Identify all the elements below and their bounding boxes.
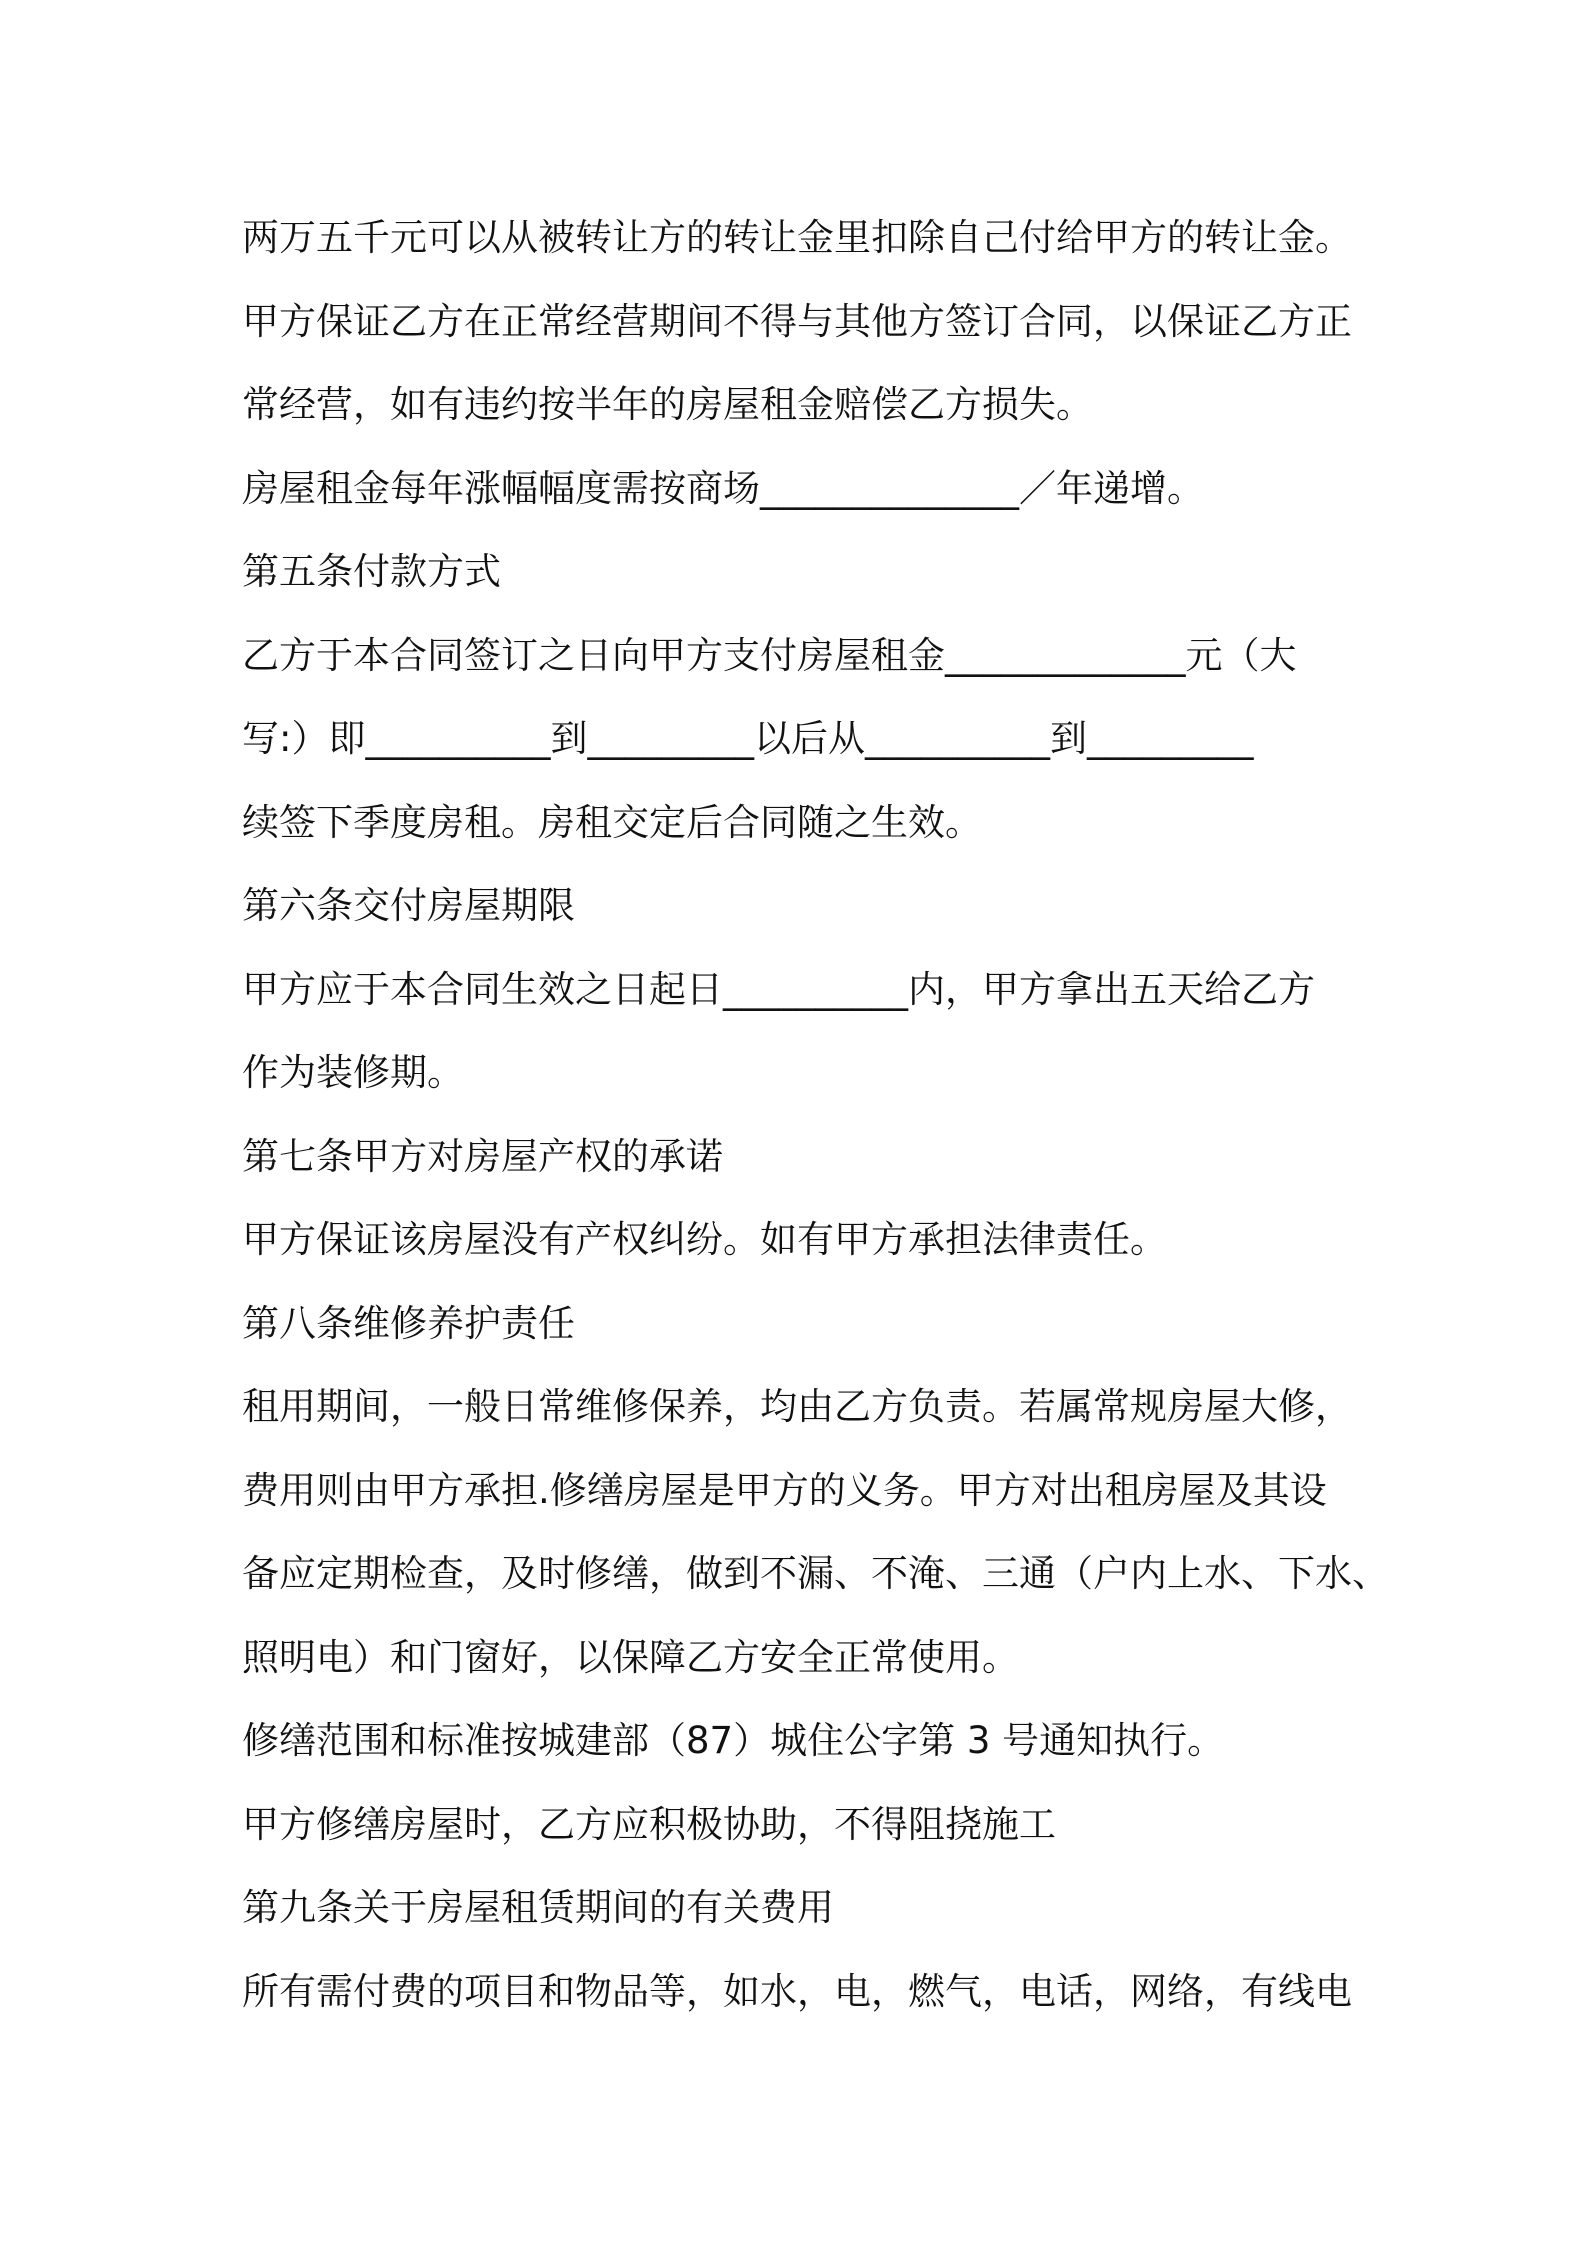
text-line: 照明电）和门窗好，以保障乙方安全正常使用。 xyxy=(242,1635,1019,1679)
text-line: 甲方保证乙方在正常经营期间不得与其他方签订合同，以保证乙方正 xyxy=(242,299,1352,343)
text-line: 费用则由甲方承担.修缮房屋是甲方的义务。甲方对出租房屋及其设 xyxy=(242,1468,1327,1512)
text-line: 续签下季度房租。房租交定后合同随之生效。 xyxy=(242,800,982,844)
document-body xyxy=(242,196,1389,2033)
text-line: 房屋租金每年涨幅幅度需按商场______________／年递增。 xyxy=(242,466,1204,510)
text-line: 甲方保证该房屋没有产权纠纷。如有甲方承担法律责任。 xyxy=(242,1218,1167,1261)
section-heading: 第五条付款方式 xyxy=(242,550,501,593)
text-line: 作为装修期。 xyxy=(242,1051,464,1094)
text-line: 修缮范围和标准按城建部（87）城住公字第 3 号通知执行。 xyxy=(242,1719,1225,1762)
text-line: 甲方应于本合同生效之日起日__________内，甲方拿出五天给乙方 xyxy=(242,967,1315,1011)
text-line: 乙方于本合同签订之日向甲方支付房屋租金_____________元（大 xyxy=(242,633,1297,677)
text-line: 备应定期检查，及时修缮，做到不漏、不淹、三通（户内上水、下水、 xyxy=(242,1552,1389,1595)
text-line: 常经营，如有违约按半年的房屋租金赔偿乙方损失。 xyxy=(242,383,1093,426)
text-line: 所有需付费的项目和物品等，如水，电，燃气，电话，网络，有线电 xyxy=(242,1969,1352,2013)
section-heading: 第六条交付房屋期限 xyxy=(242,884,575,927)
section-heading: 第九条关于房屋租赁期间的有关费用 xyxy=(242,1886,834,1929)
text-line: 两万五千元可以从被转让方的转让金里扣除自己付给甲方的转让金。 xyxy=(242,216,1352,259)
text-line: 甲方修缮房屋时，乙方应积极协助，不得阻挠施工 xyxy=(242,1802,1056,1846)
text-line: 租用期间，一般日常维修保养，均由乙方负责。若属常规房屋大修， xyxy=(242,1385,1352,1428)
section-heading: 第七条甲方对房屋产权的承诺 xyxy=(242,1134,723,1178)
text-line: 写:）即__________到_________以后从__________到_________ xyxy=(242,717,1254,760)
section-heading: 第八条维修养护责任 xyxy=(242,1301,575,1345)
